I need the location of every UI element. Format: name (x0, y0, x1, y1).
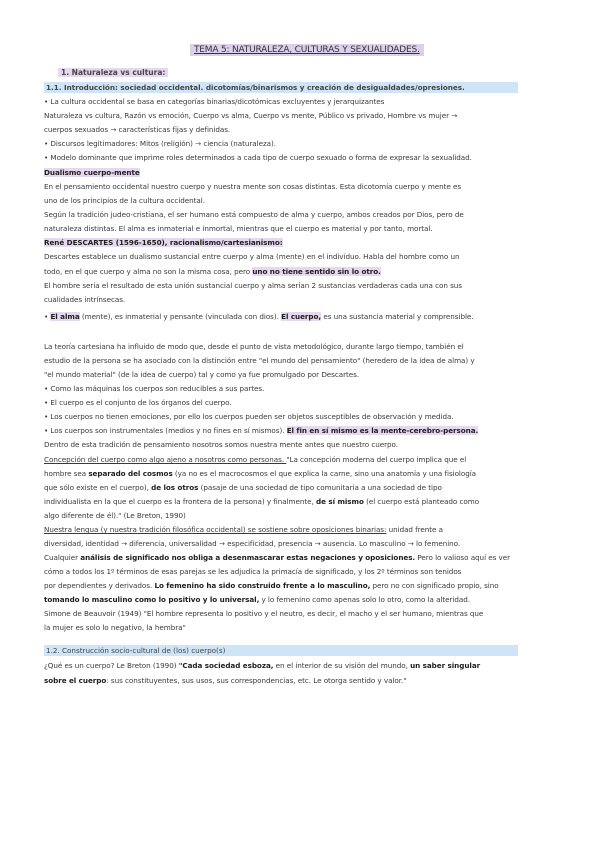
text-line: • Los cuerpos no tienen emociones, por ello los cuerpos pueden ser objetos susceptibles de observación y medida. (44, 412, 454, 421)
text-line: diversidad, identidad → diferencia, universalidad → especificidad, presencia → ausencia. Lo masculino → lo femenino. (44, 539, 461, 548)
text-line: El hombre sería el resultado de esta unión sustancial cuerpo y alma serían 2 sustancias verdaderas cada una con sus (44, 281, 463, 290)
text-span: pero no con significado propio, sino (370, 581, 499, 590)
emphasis-span: "Cada sociedad esboza, (178, 661, 274, 670)
text-span: y lo femenino como apenas solo lo otro, como la alteridad. (259, 595, 470, 604)
text-line: naturaleza distintas. El alma es inmaterial e inmortal, mientras que el cuerpo es material y por tanto, mortal. (44, 224, 433, 233)
text-span: todo, en el que cuerpo y alma no son la misma cosa, pero (44, 267, 253, 276)
text-line (44, 676, 559, 685)
text-line: • Como las máquinas los cuerpos son reducibles a sus partes. (44, 384, 265, 393)
text-span: por dependientes y derivados. (44, 581, 155, 590)
text-line: Según la tradición judeo-cristiana, el ser humano está compuesto de alma y cuerpo, ambos creados por Dios, pero de (44, 210, 464, 219)
subsection-heading-1-1: 1.1. Introducción: sociedad occidental. dicotomías/binarismos y creación de desigualdades/opresiones. (44, 82, 518, 93)
text-span: "La concepción moderna del cuerpo implica que el (286, 455, 467, 464)
emphasis-span: un saber singular (410, 661, 481, 670)
text-line (44, 497, 559, 506)
text-line (44, 525, 559, 534)
emphasis-span: Lo femenino ha sido construido frente a lo masculino, (154, 581, 371, 590)
text-line: • Modelo dominante que imprime roles determinados a cada tipo de cuerpo sexuado o forma de expresar la sexualidad. (44, 153, 472, 162)
text-line: algo diferente de él)." (Le Breton, 1990) (44, 511, 186, 520)
text-line: • El cuerpo es el conjunto de los órganos del cuerpo. (44, 398, 232, 407)
text-span: es una sustancia material y comprensible. (321, 312, 474, 321)
text-line: "el mundo material" (de la idea de cuerpo) tal y como ya fue promulgado por Descartes. (44, 370, 360, 379)
emphasis-span: separado del cosmos (88, 469, 173, 478)
text-line (44, 455, 559, 464)
heading-descartes (44, 238, 559, 247)
text-line (44, 553, 559, 562)
section-heading-1: 1. Naturaleza vs cultura: (58, 68, 168, 77)
text-line (44, 426, 559, 435)
emphasis-span: El fin en sí mismo es la mente-cerebro-persona. (286, 426, 479, 435)
text-line: cuerpos sexuados → características fijas y definidas. (44, 125, 231, 134)
text-line: Descartes establece un dualismo sustancial entre cuerpo y alma (mente) en el individuo. Habla del hombre como un (44, 252, 460, 261)
heading-text: Dualismo cuerpo-mente (44, 168, 140, 177)
text-line: Dentro de esta tradición de pensamiento nosotros somos nuestra mente antes que nuestro cuerpo. (44, 440, 398, 449)
emphasis-span: uno no tiene sentido sin lo otro. (252, 267, 381, 276)
heading-dualismo (44, 168, 559, 177)
text-line (44, 483, 559, 492)
text-span: Cualquier (44, 553, 81, 562)
text-span: unidad frente a (386, 525, 444, 534)
emphasis-span: El alma (50, 312, 80, 321)
text-line: Simone de Beauvoir (1949) "El hombre representa lo positivo y el neutro, es decir, el macho y el ser humano, mientras que (44, 609, 484, 618)
heading-text: René DESCARTES (1596-1650), racionalismo/cartesianismo: (44, 238, 283, 247)
text-span: ¿Qué es un cuerpo? Le Breton (1990) (44, 661, 179, 670)
text-span: (ya no es el macrocosmos el que explica la carne, sino una anatomía y una fisiología (172, 469, 477, 478)
emphasis-span: de sí mismo (315, 497, 364, 506)
text-line: uno de los principios de la cultura occidental. (44, 196, 205, 205)
text-span: : sus constituyentes, sus usos, sus correspondencias, etc. Le otorga sentido y valor." (106, 676, 407, 685)
text-line (44, 469, 559, 478)
text-span: (pasaje de una sociedad de tipo comunitaria a una sociedad de tipo (198, 483, 442, 492)
text-span: (mente), es inmaterial y pensante (vinculada con dios). (79, 312, 282, 321)
underlined-span: Nuestra lengua (y nuestra tradición filosófica occidental) se sostiene sobre oposiciones binarias: (44, 525, 387, 534)
emphasis-span: de los otros (151, 483, 199, 492)
text-line: estudio de la persona se ha asociado con la distinción entre "el mundo del pensamiento" (heredero de la idea de alma) y (44, 356, 475, 365)
text-line (44, 581, 559, 590)
emphasis-span: sobre el cuerpo (44, 676, 107, 685)
emphasis-span: análisis de significado nos obliga a desenmascarar estas negaciones y oposiciones. (80, 553, 416, 562)
text-line: La teoría cartesiana ha influido de modo que, desde el punto de vista metodológico, durante largo tiempo, también el (44, 342, 464, 351)
underlined-span: Concepción del cuerpo como algo ajeno a nosotros como personas. (44, 455, 287, 464)
text-line: • La cultura occidental se basa en categorías binarias/dicotómicas excluyentes y jerarquizantes (44, 97, 385, 106)
text-line (44, 661, 559, 670)
text-span: • (44, 312, 51, 321)
text-span: Pero lo valioso aquí es ver (415, 553, 511, 562)
text-span: que sólo existe en el cuerpo), (44, 483, 152, 492)
text-line: cualidades intrínsecas. (44, 295, 126, 304)
text-line (44, 595, 559, 604)
text-line: cómo a todos los 1º términos de esas parejas se les adjudica la primacía de significado, y los 2º términos son tenidos (44, 567, 462, 576)
subsection-heading-1-2: 1.2. Construcción socio-cultural de (los) cuerpo(s) (44, 645, 518, 656)
text-span: • Los cuerpos son instrumentales (medios y no fines en sí mismos). (44, 426, 287, 435)
text-line (44, 267, 559, 276)
text-line: • Discursos legitimadores: Mitos (religión) → ciencia (naturaleza). (44, 139, 277, 148)
text-span: hombre sea (44, 469, 89, 478)
emphasis-span: tomando lo masculino como lo positivo y lo universal, (44, 595, 260, 604)
text-line: En el pensamiento occidental nuestro cuerpo y nuestra mente son cosas distintas. Esta dicotomía cuerpo y mente es (44, 182, 462, 191)
text-span: individualista en la que el cuerpo es la frontera de la persona) y finalmente, (44, 497, 316, 506)
page-title: TEMA 5: NATURALEZA, CULTURAS Y SEXUALIDADES. (190, 44, 424, 56)
text-span: en el interior de su visión del mundo, (273, 661, 411, 670)
emphasis-span: El cuerpo, (281, 312, 322, 321)
text-line: la mujer es solo lo negativo, la hembra" (44, 623, 186, 632)
text-line: Naturaleza vs cultura, Razón vs emoción, Cuerpo vs alma, Cuerpo vs mente, Público vs privado, Hombre vs mujer → (44, 111, 458, 120)
text-line (44, 312, 559, 321)
text-span: (el cuerpo está planteado como (363, 497, 480, 506)
